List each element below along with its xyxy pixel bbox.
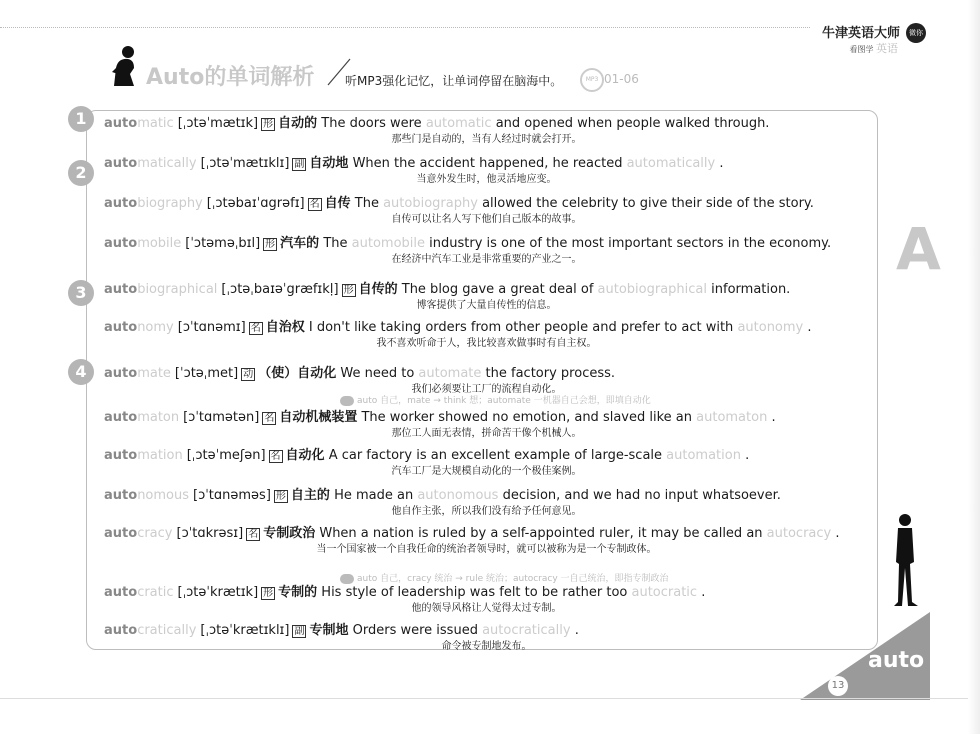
- group-number-4: 4: [68, 359, 94, 385]
- example-word: automate: [418, 366, 482, 381]
- pronunciation: [ɔˈtɑnəmɪ]: [177, 320, 246, 335]
- word-entry: [104, 410, 869, 441]
- page-edge-shadow: [968, 0, 980, 734]
- word-root: auto: [104, 366, 138, 381]
- example-word: autocratically: [482, 623, 571, 638]
- word-root: auto: [104, 156, 138, 171]
- etymology-note: auto 自己，mate → think 想；automate 一机器自己会想，即填自动化: [340, 393, 651, 406]
- track-number: 01-06: [604, 72, 639, 86]
- part-of-speech: 名: [248, 529, 259, 540]
- group-number-3: 3: [68, 280, 94, 306]
- pronunciation: [ˈɔtəməˌbɪl]: [185, 236, 261, 251]
- word-suffix: nomy: [137, 320, 174, 335]
- brand-badge: 微你: [906, 23, 926, 43]
- part-of-speech: 副: [294, 159, 305, 170]
- example-before: He made an: [334, 488, 414, 503]
- example-after: the factory process.: [485, 366, 616, 381]
- part-of-speech: 名: [264, 413, 275, 424]
- pronunciation: [ˌɔtəˈmætɪk]: [177, 116, 259, 131]
- part-of-speech: 形: [265, 239, 276, 250]
- example-after: .: [701, 585, 706, 600]
- pronunciation: [ˈɔtəˌmet]: [174, 366, 239, 381]
- word-root: auto: [104, 282, 138, 297]
- translation: 命令被专制地发布。: [441, 641, 532, 652]
- top-dotted-rule: [0, 27, 810, 28]
- word-meaning: 自动机械装置: [279, 410, 358, 425]
- example-before: We need to: [340, 366, 415, 381]
- word-meaning: 汽车的: [280, 236, 320, 251]
- word-entry: [104, 116, 869, 147]
- word-meaning: 专制的: [278, 585, 318, 600]
- corner-word: auto: [868, 648, 925, 673]
- brand-title: 牛津英语大师: [821, 26, 900, 41]
- example-before: I don't like taking orders from other people and prefer to act with: [308, 320, 734, 335]
- translation: 自传可以让名人写下他们自己版本的故事。: [391, 214, 582, 225]
- word-suffix: cratically: [137, 623, 197, 638]
- part-of-speech: 形: [263, 119, 274, 130]
- word-root: auto: [104, 526, 138, 541]
- example-after: .: [574, 623, 579, 638]
- part-of-speech: 副: [294, 626, 305, 637]
- word-suffix: matic: [137, 116, 174, 131]
- example-after: .: [835, 526, 840, 541]
- word-meaning: 专制政治: [263, 526, 316, 541]
- word-suffix: biography: [137, 196, 203, 211]
- example-before: When a nation is ruled by a self-appointed ruler, it may be called an: [319, 526, 763, 541]
- word-entry: [104, 282, 869, 313]
- word-entry: [104, 585, 869, 616]
- example-before: The: [354, 196, 379, 211]
- word-meaning: （使）自动化: [258, 366, 337, 381]
- example-word: autonomy: [737, 320, 804, 335]
- translation: 那些门是自动的，当有人经过时就会打开。: [391, 134, 582, 145]
- example-word: automatic: [425, 116, 492, 131]
- example-before: Orders were issued: [352, 623, 478, 638]
- word-root: auto: [104, 410, 138, 425]
- example-after: and opened when people walked through.: [495, 116, 770, 131]
- translation: 我们必须要让工厂的流程自动化。: [411, 384, 562, 395]
- example-word: autocracy: [766, 526, 832, 541]
- word-root: auto: [104, 623, 138, 638]
- walking-person-icon: [890, 512, 920, 608]
- example-before: When the accident happened, he reacted: [352, 156, 623, 171]
- example-before: A car factory is an excellent example of large-scale: [328, 448, 663, 463]
- word-meaning: 自动地: [309, 156, 349, 171]
- word-entry: [104, 526, 869, 557]
- pronunciation: [ˌɔtəˈmætɪklɪ]: [200, 156, 290, 171]
- example-word: automatically: [626, 156, 716, 171]
- word-meaning: 自传: [324, 196, 351, 211]
- index-letter: A: [896, 215, 941, 283]
- example-after: .: [719, 156, 724, 171]
- word-root: auto: [104, 236, 138, 251]
- word-suffix: matically: [137, 156, 197, 171]
- page-number: 13: [828, 676, 848, 696]
- translation: 汽车工厂是大规模自动化的一个极佳案例。: [391, 466, 582, 477]
- translation: 当一个国家被一个自我任命的统治者领导时，就可以被称为是一个专制政体。: [316, 544, 657, 555]
- tip-icon: [340, 396, 354, 406]
- pronunciation: [ˌɔtəˌbaɪəˈgræfɪkḷ]: [221, 282, 339, 297]
- word-meaning: 自动的: [278, 116, 318, 131]
- brand-subtitle: 看图学 英语: [849, 42, 898, 55]
- example-word: autocratic: [631, 585, 698, 600]
- word-root: auto: [104, 116, 138, 131]
- word-meaning: 自治权: [265, 320, 305, 335]
- tip-icon: [340, 574, 354, 584]
- part-of-speech: 动: [243, 369, 254, 380]
- example-before: The doors were: [321, 116, 422, 131]
- part-of-speech: 名: [250, 323, 261, 334]
- example-after: industry is one of the most important sectors in the economy.: [429, 236, 832, 251]
- word-root: auto: [104, 196, 138, 211]
- word-entry: [104, 236, 869, 267]
- page-title: Auto的单词解析: [146, 65, 315, 90]
- word-meaning: 自动化: [285, 448, 325, 463]
- example-after: .: [745, 448, 750, 463]
- part-of-speech: 名: [309, 199, 320, 210]
- word-suffix: nomous: [137, 488, 190, 503]
- word-suffix: cratic: [137, 585, 174, 600]
- example-word: autobiography: [383, 196, 478, 211]
- example-before: The: [323, 236, 348, 251]
- etymology-note: auto 自己，cracy 统治 → rule 统治；autocracy 一自己统治，即指专制政治: [340, 571, 669, 584]
- pronunciation: [ɔˈtɑkrəsɪ]: [176, 526, 244, 541]
- example-after: allowed the celebrity to give their side of the story.: [482, 196, 814, 211]
- example-after: .: [807, 320, 812, 335]
- word-suffix: maton: [137, 410, 180, 425]
- translation: 在经济中汽车工业是非常重要的产业之一。: [391, 254, 582, 265]
- group-number-2: 2: [68, 160, 94, 186]
- example-after: .: [771, 410, 776, 425]
- word-entry: [104, 448, 869, 479]
- word-suffix: mate: [137, 366, 171, 381]
- word-root: auto: [104, 585, 138, 600]
- example-word: automaton: [696, 410, 768, 425]
- part-of-speech: 形: [343, 285, 354, 296]
- word-entry: [104, 196, 869, 227]
- word-entry: [104, 488, 869, 519]
- example-after: decision, and we had no input whatsoever.: [502, 488, 781, 503]
- example-word: automobile: [351, 236, 426, 251]
- word-entry: [104, 156, 869, 187]
- pronunciation: [ˌɔtəˈkrætɪk]: [177, 585, 259, 600]
- translation: 他的领导风格让人觉得太过专制。: [411, 603, 562, 614]
- part-of-speech: 形: [275, 491, 286, 502]
- pronunciation: [ɔˈtɑnəməs]: [193, 488, 271, 503]
- translation: 博客提供了大量自传性的信息。: [416, 300, 557, 311]
- word-meaning: 自传的: [358, 282, 398, 297]
- word-root: auto: [104, 320, 138, 335]
- group-number-1: 1: [68, 106, 94, 132]
- bottom-rule: [0, 698, 980, 699]
- example-before: His style of leadership was felt to be rather too: [321, 585, 628, 600]
- example-word: automation: [666, 448, 741, 463]
- example-before: The worker showed no emotion, and slaved like an: [361, 410, 692, 425]
- word-meaning: 专制地: [309, 623, 349, 638]
- pronunciation: [ˌɔtəbaɪˈɑgrəfɪ]: [206, 196, 305, 211]
- word-entry: [104, 623, 869, 654]
- translation: 当意外发生时，他灵活地应变。: [416, 174, 557, 185]
- word-root: auto: [104, 448, 138, 463]
- word-suffix: biographical: [137, 282, 218, 297]
- word-entry: [104, 320, 869, 351]
- word-meaning: 自主的: [290, 488, 330, 503]
- thinker-figure-icon: [104, 44, 140, 86]
- word-suffix: cracy: [137, 526, 173, 541]
- translation: 那位工人面无表情，拼命苦干像个机械人。: [391, 428, 582, 439]
- word-suffix: mobile: [137, 236, 182, 251]
- pronunciation: [ˌɔtəˈmeʃən]: [186, 448, 266, 463]
- pronunciation: [ɔˈtɑmətən]: [183, 410, 260, 425]
- translation: 他自作主张，所以我们没有给予任何意见。: [391, 506, 582, 517]
- example-before: The blog gave a great deal of: [401, 282, 594, 297]
- translation: 我不喜欢听命于人，我比较喜欢做事时有自主权。: [376, 338, 597, 349]
- word-root: auto: [104, 488, 138, 503]
- example-after: information.: [711, 282, 791, 297]
- pronunciation: [ˌɔtəˈkrætɪklɪ]: [200, 623, 290, 638]
- word-suffix: mation: [137, 448, 183, 463]
- mp3-icon: MP3: [580, 68, 604, 92]
- example-word: autonomous: [417, 488, 499, 503]
- part-of-speech: 名: [270, 451, 281, 462]
- example-word: autobiographical: [597, 282, 708, 297]
- page-subtitle: 听MP3强化记忆，让单词停留在脑海中。: [345, 74, 563, 88]
- part-of-speech: 形: [263, 588, 274, 599]
